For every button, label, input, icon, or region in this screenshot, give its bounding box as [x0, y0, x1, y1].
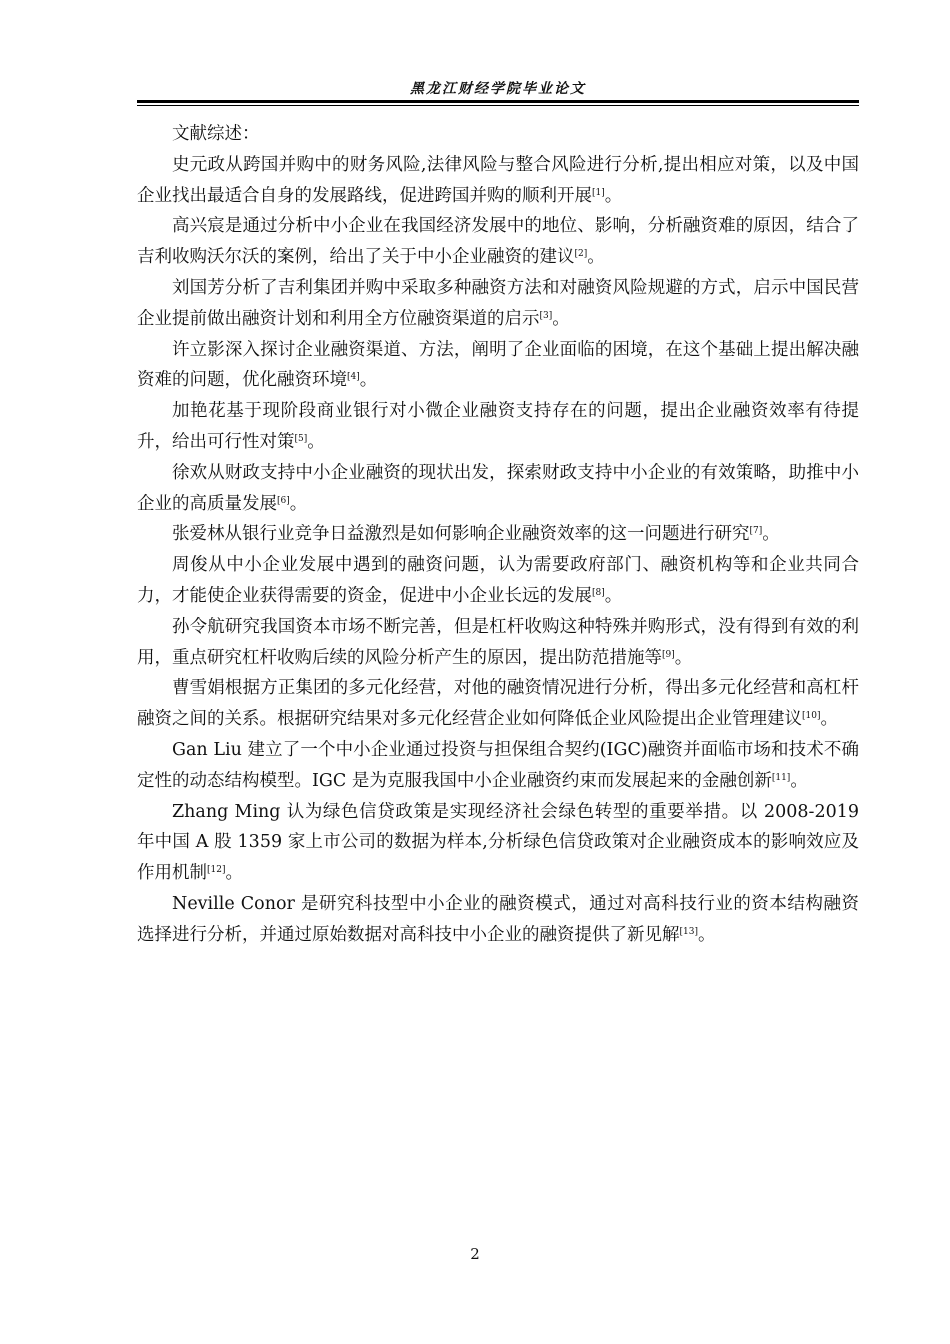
paragraph: [137, 211, 859, 273]
paragraph-text: 许立影深入探讨企业融资渠道、方法，阐明了企业面临的困境，在这个基础上提出解决融资难的问题，优化融资环境: [137, 339, 859, 391]
paragraph-text: Neville Conor 是研究科技型中小企业的融资模式，通过对高科技行业的资本结构融资选择进行分析，并通过原始数据对高科技中小企业的融资提供了新见解: [137, 893, 859, 945]
citation-ref: [5]: [294, 433, 308, 444]
section-title: 文献综述：: [172, 124, 260, 144]
paragraph: [137, 458, 859, 520]
citation-ref: [11]: [771, 772, 791, 783]
header-rule-thick: [137, 100, 859, 103]
paragraph-end: 。: [697, 924, 716, 945]
paragraph-end: 。: [359, 370, 378, 391]
paragraph-text: 高兴宸是通过分析中小企业在我国经济发展中的地位、影响，分析融资难的原因，结合了吉利收购沃尔沃的案例，给出了关于中小企业融资的建议: [137, 216, 859, 268]
paragraph: [137, 396, 859, 458]
paragraph: [137, 612, 859, 674]
paragraph: [137, 889, 859, 951]
page-number: 2: [470, 1245, 480, 1263]
document-body: [137, 119, 859, 951]
paragraph: [137, 150, 859, 212]
paragraph-end: 。: [790, 770, 808, 791]
paragraph-end: 。: [587, 247, 605, 268]
paragraph-end: 。: [552, 308, 570, 329]
citation-ref: [1]: [592, 187, 605, 198]
citation-ref: [8]: [592, 587, 605, 598]
paragraph-text: 周俊从中小企业发展中遇到的融资问题，认为需要政府部门、融资机构等和企业共同合力，才能使企业获得需要的资金，促进中小企业长远的发展: [137, 555, 859, 606]
citation-ref: [7]: [749, 526, 763, 537]
paragraph-end: 。: [762, 524, 780, 545]
paragraph-end: 。: [604, 185, 623, 206]
paragraph-end: 。: [674, 647, 693, 668]
citation-ref: [13]: [679, 926, 698, 937]
citation-ref: [9]: [662, 649, 675, 660]
citation-ref: [4]: [347, 372, 360, 383]
paragraph-text: 刘国芳分析了吉利集团并购中采取多种融资方法和对融资风险规避的方式，启示中国民营企业提前做出融资计划和利用全方位融资渠道的启示: [137, 277, 859, 329]
paragraph-text: 加艳花基于现阶段商业银行对小微企业融资支持存在的问题，提出企业融资效率有待提升，给出可行性对策: [137, 401, 859, 452]
paragraph: [137, 673, 859, 735]
paragraph-text: 史元政从跨国并购中的财务风险,法律风险与整合风险进行分析,提出相应对策，以及中国企业找出最适合自身的发展路线，促进跨国并购的顺利开展: [137, 154, 859, 206]
paragraph-text: Zhang Ming 认为绿色信贷政策是实现经济社会绿色转型的重要举措。以 2008-2019 年中国 A 股 1359 家上市公司的数据为样本,分析绿色信贷政策对企业融资成本的影响效应及作用机制: [137, 801, 859, 884]
paragraph: [137, 519, 859, 550]
citation-ref: [6]: [277, 495, 290, 506]
paragraph-text: 孙令航研究我国资本市场不断完善，但是杠杆收购这种特殊并购形式，没有得到有效的利用，重点研究杠杆收购后续的风险分析产生的原因，提出防范措施等: [137, 616, 859, 668]
paragraph-text: Gan Liu 建立了一个中小企业通过投资与担保组合契约(IGC)融资并面临市场和技术不确定性的动态结构模型。IGC 是为克服我国中小企业融资约束而发展起来的金融创新: [137, 739, 859, 791]
citation-ref: [12]: [207, 865, 226, 876]
paragraph-list: [137, 150, 859, 951]
running-header-title: 黑龙江财经学院毕业论文: [410, 81, 586, 97]
paragraph-text: 曹雪娟根据方正集团的多元化经营，对他的融资情况进行分析，得出多元化经营和高杠杆融资之间的关系。根据研究结果对多元化经营企业如何降低企业风险提出企业管理建议: [137, 678, 859, 730]
paragraph: [137, 735, 859, 797]
citation-ref: [2]: [574, 249, 588, 260]
paragraph: [137, 273, 859, 335]
paragraph: [137, 335, 859, 397]
paragraph: [137, 550, 859, 612]
header-rule-thin: [137, 105, 859, 106]
citation-ref: [10]: [802, 711, 821, 722]
paragraph-end: 。: [604, 585, 623, 606]
paragraph-text: 张爱林从银行业竞争日益激烈是如何影响企业融资效率的这一问题进行研究: [172, 524, 750, 545]
citation-ref: [3]: [539, 310, 553, 321]
paragraph-end: 。: [225, 863, 243, 884]
paragraph-end: 。: [289, 493, 308, 514]
paragraph-end: 。: [820, 709, 838, 730]
paragraph-text: 徐欢从财政支持中小企业融资的现状出发，探索财政支持中小企业的有效策略，助推中小企业的高质量发展: [137, 462, 859, 514]
paragraph-end: 。: [307, 431, 325, 452]
paragraph: [137, 797, 859, 889]
